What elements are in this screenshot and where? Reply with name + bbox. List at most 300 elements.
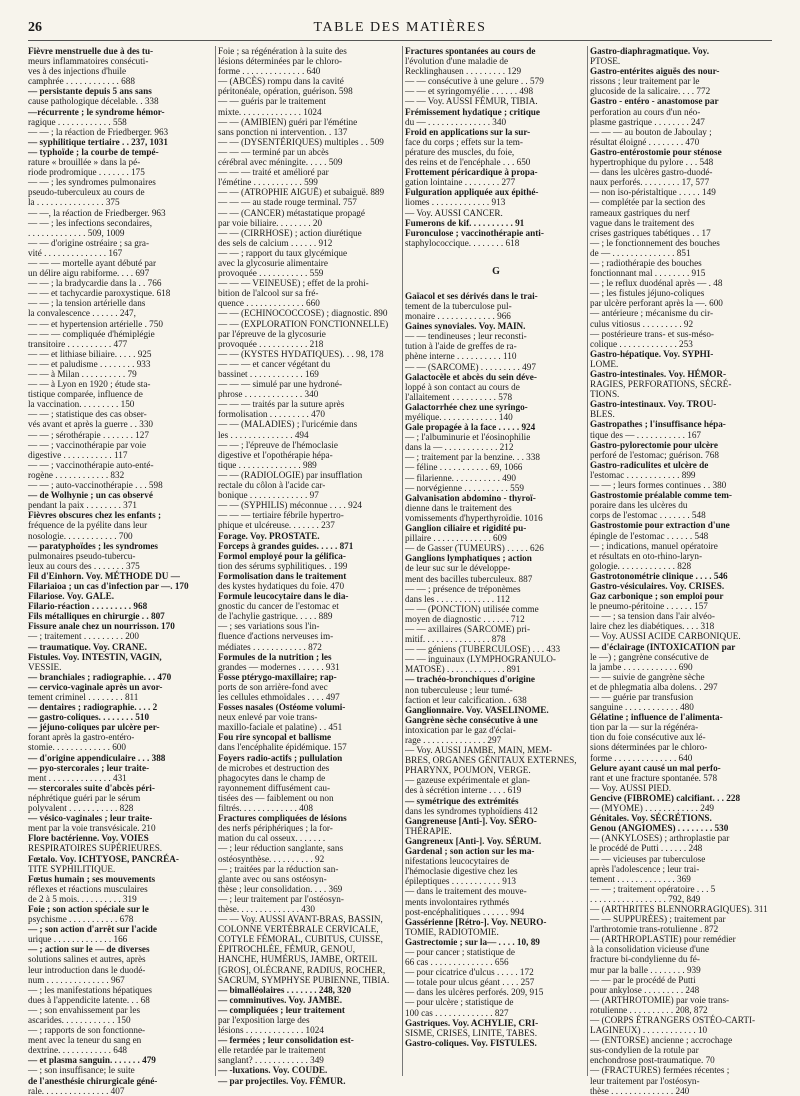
index-heading: Fils métalliques en chirurgie . . 807: [28, 611, 165, 622]
index-entry: — ; traitement par la benzine. . . 338: [405, 452, 540, 463]
index-entry: poraire dans les ulcères du: [590, 500, 688, 511]
index-entry: — — — traité et amélioré par: [218, 167, 329, 178]
index-entry: par l'épreuve de la glycosurie: [218, 328, 326, 339]
index-entry: — ; leur traitement par l'ostéosyn-: [218, 893, 344, 904]
index-entry: du — . . . . . . . . . . . . . . 340: [405, 116, 507, 127]
index-entry: myélique. . . . . . . . . . . . . 140: [405, 412, 513, 422]
index-entry: les . . . . . . . . . . . . . . 494: [218, 429, 309, 440]
index-entry: monaire . . . . . . . . . . . . . 966: [405, 311, 511, 322]
index-heading: Gastro-hépatique. Voy. SYPHI-: [590, 348, 714, 359]
index-entry: plasme gastrique . . . . . . . . 247: [590, 116, 705, 127]
index-heading: Gassérienne [Rétro-]. Voy. NEURO-: [405, 916, 547, 927]
index-heading: — typhoïde ; la courbe de tempé-: [28, 146, 159, 157]
index-heading: Frémissement hydatique ; critique: [405, 106, 540, 117]
index-entry: la vaccination. . . . . . . . . 150: [28, 399, 135, 410]
index-entry: maxillo-faciale et palatine) . . 451: [218, 722, 343, 733]
index-entry: — — inguinaux (LYMPHOGRANULO-: [405, 654, 556, 665]
index-heading: —récurrente ; le syndrome hémor-: [28, 106, 165, 117]
index-heading: Fractures compliquées de lésions: [218, 813, 347, 824]
column-rule: [215, 46, 216, 1076]
index-heading: Gastro-intestinaux. Voy. TROU-: [590, 399, 717, 410]
index-entry: dienne dans le traitement des: [405, 502, 512, 513]
index-entry: — — tendineuses ; leur reconsti-: [405, 331, 527, 342]
index-entry: sanguine . . . . . . . . . . . . 480: [590, 702, 694, 713]
index-entry: — (ARTHRITES BLENNORRAGIQUES). 311: [590, 903, 768, 914]
index-entry: dues à l'appendicite latente. . . 68: [28, 994, 150, 1005]
index-entry: ÉPITROCHLÉE, FÉMUR, GENOU,: [218, 944, 356, 955]
index-entry: lésions déterminées par le chloro-: [218, 56, 342, 67]
index-entry: l'évolution d'une maladie de: [405, 56, 509, 67]
index-entry: — — et hypertension artérielle . 750: [28, 318, 163, 329]
index-entry: dans l'encéphalite épidémique. 157: [218, 742, 347, 753]
index-entry: — — (RADIOLOGIE) par insufflation: [218, 469, 363, 480]
index-entry: — — ; l'épreuve de l'hémoclasie: [218, 439, 338, 450]
index-heading: — et plasma sanguin. . . . . . . 479: [28, 1055, 156, 1066]
index-entry: nosologie. . . . . . . . . . . . 700: [28, 530, 133, 541]
index-entry: la . . . . . . . . . . . . . . . 375: [28, 197, 120, 208]
index-entry: leur traitement par l'ostéosyn-: [590, 1075, 700, 1086]
index-entry: non tuberculeuse ; leur tumé-: [405, 684, 513, 695]
index-heading: Fumerons de kif. . . . . . . . . . 91: [405, 217, 525, 228]
index-entry: lésions . . . . . . . . . . . . . 1024: [218, 1025, 324, 1036]
index-entry: l'arthrotomie trans-rotulienne . 872: [590, 924, 719, 935]
index-entry: leux au cours des . . . . . . . 375: [28, 560, 140, 571]
index-heading: Ganglionnaire. Voy. VASELINOME.: [405, 704, 549, 715]
index-entry: — — vicieuses par tuberculose: [590, 853, 706, 864]
index-entry: colique . . . . . . . . . . . . . 253: [590, 338, 693, 349]
index-entry: psychisme . . . . . . . . . . . 678: [28, 914, 134, 925]
index-entry: solutions salines et autres, après: [28, 954, 146, 965]
index-entry: l'estomac . . . . . . . . . . . . 899: [590, 469, 696, 480]
index-heading: Fosses nasales (Ostéome volumi-: [218, 702, 346, 713]
index-heading: Formule leucocytaire dans le dia-: [218, 591, 349, 602]
index-entry: TOMIE, RADIOTOMIE.: [405, 926, 499, 937]
index-entry: moyen de diagnostic . . . . . . 712: [405, 613, 525, 624]
index-entry: — — (SARCOME) . . . . . . . . . 497: [405, 361, 536, 372]
index-entry: nifestations leucocytaires de: [405, 856, 510, 867]
index-entry: MATOSE) . . . . . . . . . . . . . 891: [405, 664, 521, 675]
index-heading: Gastrotonométrie clinique . . . . 546: [590, 570, 728, 581]
index-heading: — de Wolhynie ; un cas observé: [28, 490, 153, 501]
index-entry: cause pathologique décelable. . 338: [28, 96, 159, 107]
index-heading: — symétrique des extrémités: [405, 795, 519, 806]
index-heading: Gastro-pylorectomie pour ulcère: [590, 439, 718, 450]
index-heading: — dentaires ; radiographie. . . . 2: [28, 702, 158, 713]
index-entry: ports de son arrière-fond avec: [218, 681, 328, 692]
index-entry: néphrétique guéri par le sérum: [28, 792, 141, 803]
index-entry: — — à Lyon en 1920 ; étude sta-: [28, 379, 151, 390]
index-entry: — — Voy. AUSSI AVANT-BRAS, BASSIN,: [218, 914, 383, 925]
index-entry: provoquée . . . . . . . . . . . 559: [218, 268, 324, 279]
index-entry: — ; leur réduction sanglante, sans: [218, 843, 344, 854]
index-entry: — — et paludisme . . . . . . . . 933: [28, 358, 151, 369]
index-entry: rotulienne . . . . . . . . . . 208, 872: [590, 1004, 708, 1015]
index-entry: digestive et l'opothérapie hépa-: [218, 449, 333, 460]
index-heading: Gastrostomie préalable comme tem-: [590, 490, 732, 501]
index-heading: Gastro-radiculites et ulcère de: [590, 459, 709, 470]
index-heading: — stercorales suite d'abcès péri-: [28, 782, 155, 793]
index-entry: forant après la gastro-entéro-: [28, 732, 135, 743]
index-entry: RESPIRATOIRES SUPÉRIEURES.: [28, 843, 163, 854]
index-entry: — — — au stade rouge terminal. 757: [218, 197, 357, 208]
index-heading: — ; son action d'arrêt sur l'acide: [28, 924, 157, 935]
index-entry: sions déterminées par le chloro-: [590, 742, 708, 753]
index-entry: rature « brouillée » dans la pé-: [28, 157, 141, 168]
index-entry: vague dans le traitement des: [590, 217, 695, 228]
index-entry: — — ; les infections secondaires,: [28, 217, 152, 228]
index-entry: — (ARTHROTOMIE) par voie trans-: [590, 994, 730, 1005]
index-entry: — — ; rapport du taux glycémique: [218, 247, 348, 258]
index-entry: — — SUPPURÉES) ; traitement par: [590, 914, 726, 925]
index-entry: — postérieure trans- et sus-méso-: [590, 328, 714, 339]
index-entry: ment par la voie transvésicale. 210: [28, 823, 156, 834]
index-entry: rissons ; leur traitement par le: [590, 76, 700, 87]
index-entry: — — (DYSENTÉRIQUES) multiples . . 509: [218, 136, 384, 147]
index-entry: fluence d'actions nerveuses im-: [218, 631, 334, 642]
index-entry: — Voy. AUSSI CANCER.: [405, 207, 503, 218]
index-heading: Génitales. Voy. SÉCRÉTIONS.: [590, 813, 712, 824]
index-heading: Fil d'Einhorn. Voy. MÉTHODE DU —: [28, 570, 180, 581]
index-entry: PHARYNX, POUMON, VERGE.: [405, 765, 531, 776]
page-number: 26: [28, 20, 42, 35]
index-entry: enchondrose post-traumatique. 70: [590, 1055, 715, 1066]
index-entry: — — axillaires (SARCOME) pri-: [405, 623, 531, 634]
index-entry: — — (ECHINOCOCCOSE) ; diagnostic. 890: [218, 308, 388, 319]
index-entry: thèse ; leur consolidation. . . . 369: [218, 883, 343, 894]
index-entry: tement . . . . . . . . . . . . . 369: [590, 873, 691, 884]
index-entry: de microbes et destruction des: [218, 762, 330, 773]
index-heading: Gastrostomie pour extraction d'une: [590, 520, 730, 531]
index-heading: Gastro-intestinales. Voy. HÉMOR-: [590, 369, 727, 379]
index-entry: mitif. . . . . . . . . . . . . . . 878: [405, 634, 506, 645]
index-entry: pendant la paix . . . . . . . . 371: [28, 500, 137, 511]
index-entry: — gazeuse expérimentale et glan-: [405, 775, 530, 786]
index-entry: thèse. . . . . . . . . . . . . . 430: [218, 903, 315, 914]
index-entry: — — ; sérothérapie . . . . . . . 127: [28, 429, 149, 440]
index-heading: Gastro-entérostomie pour sténose: [590, 146, 722, 157]
index-heading: — gastro-coliques. . . . . . . . 510: [28, 712, 150, 723]
index-entry: Foie ; sa régénération à la suite des: [218, 46, 347, 56]
index-entry: perforé de l'estomac; guérison. 768: [590, 449, 719, 460]
index-entry: — — suivie de gangrène sèche: [590, 671, 705, 682]
index-entry: forme . . . . . . . . . . . . . . 640: [590, 752, 693, 763]
index-entry: — ; l'albuminurie et l'éosinophilie: [405, 432, 531, 443]
index-entry: tement de la tuberculose pul-: [405, 300, 512, 311]
index-entry: — — — mortelle ayant débuté par: [28, 257, 157, 268]
index-heading: — bimalléolaires . . . . . . . 248, 320: [218, 984, 352, 995]
index-entry: fracture bi-condylienne du fé-: [590, 954, 700, 965]
index-entry: — ; indications, manuel opératoire: [590, 540, 718, 551]
index-heading: — persistante depuis 5 ans sans: [28, 86, 152, 97]
index-entry: — — ; la bradycardie dans la . . 766: [28, 278, 162, 289]
index-entry: — — (MALADIES) ; l'uricémie dans: [218, 419, 358, 430]
index-entry: — ; son envahissement par les: [28, 1004, 141, 1015]
index-entry: ves à des injections d'huile: [28, 66, 127, 77]
index-entry: — — guérie par transfusion: [590, 692, 694, 702]
index-entry: ment avec la teneur du sang en: [28, 1035, 142, 1046]
index-entry: digestive . . . . . . . . . . . 117: [28, 449, 128, 460]
index-heading: — compliquées ; leur traitement: [218, 1004, 345, 1015]
index-entry: — ; ses variations sous l'in-: [218, 621, 320, 632]
index-heading: Filariose. Voy. GALE.: [28, 591, 115, 602]
index-heading: Formules de la nutrition ; les: [218, 651, 332, 662]
index-entry: BLES.: [590, 409, 615, 420]
index-entry: tion du foie consécutive aux lé-: [590, 732, 706, 743]
index-entry: rectale du côlon à l'acide car-: [218, 480, 326, 491]
index-entry: — pour cancer ; statistique de: [405, 946, 515, 957]
index-entry: urique . . . . . . . . . . . . . 166: [28, 934, 128, 945]
index-entry: — Voy. AUSSI PIED.: [590, 782, 672, 793]
index-entry: — dans les ulcères gastro-duodé-: [590, 167, 713, 178]
index-column-3: [405, 46, 587, 1076]
index-entry: intoxication par le gaz d'éclai-: [405, 724, 516, 735]
index-heading: — branchiales ; radiographie. . . 470: [28, 671, 172, 682]
index-entry: tement criminel . . . . . . . . 811: [28, 692, 139, 702]
index-entry: — filarienne. . . . . . . . . . . 490: [405, 472, 516, 483]
index-entry: par ulcère perforant après la —. 600: [590, 298, 723, 309]
section-letter: G: [492, 265, 500, 277]
index-entry: de l'achylie gastrique. . . . . 889: [218, 611, 333, 622]
index-entry: — — — au bouton de Jaboulay ;: [590, 126, 712, 137]
index-entry: . . . . . . . . . . . . . . . . . 792, 849: [590, 893, 701, 904]
index-entry: ragique . . . . . . . . . . . . 558: [28, 116, 127, 127]
index-entry: tion des sérums syphilitiques. . 199: [218, 560, 348, 571]
index-entry: elle retardée par le traitement: [218, 1045, 326, 1056]
index-entry: culus vitiosus . . . . . . . . . 92: [590, 318, 694, 329]
index-entry: — — à Milan . . . . . . . . . . 79: [28, 369, 137, 379]
index-entry: — pour cicatrice d'ulcus . . . . . 172: [405, 967, 534, 978]
index-entry: tique . . . . . . . . . . . . . . 989: [218, 459, 317, 470]
index-heading: Fœtalo. Voy. ICHTYOSE, PANCRÉA-: [28, 853, 179, 864]
index-entry: 100 cas . . . . . . . . . . . . . 827: [405, 1007, 509, 1018]
index-entry: tisées des — faiblement ou non: [218, 792, 334, 803]
index-entry: face du corps ; effets sur la tem-: [405, 136, 523, 147]
column-rule: [402, 46, 403, 1076]
index-heading: Galactocèle et abcès du sein déve-: [405, 371, 537, 382]
index-entry: THÉRAPIE.: [405, 825, 452, 836]
index-entry: — — ; traitement opératoire . . . 5: [590, 883, 716, 894]
index-entry: gologie. . . . . . . . . . . . . 828: [590, 560, 692, 571]
index-entry: liomes . . . . . . . . . . . . . 913: [405, 197, 506, 208]
index-entry: — (FRACTURES) fermées récentes ;: [590, 1065, 730, 1076]
index-heading: Foie ; son action spéciale sur le: [28, 903, 149, 914]
index-heading: — syphilitique tertiaire . . 237, 1031: [28, 136, 168, 147]
index-entry: réflexes et réactions musculaires: [28, 883, 148, 894]
index-entry: SACRUM, SYMPHYSE PUBIENNE, TIBIA.: [218, 974, 390, 985]
index-entry: — — (CIRRHOSE) ; action diurétique: [218, 227, 362, 238]
index-entry: — (ABCÈS) rompu dans la cavité: [218, 76, 344, 87]
index-entry: BRES, ORGANES GÉNITAUX EXTERNES,: [405, 755, 577, 766]
index-entry: vité . . . . . . . . . . . . . . 167: [28, 247, 123, 258]
index-column-4: [590, 46, 772, 1096]
index-entry: pour ankylose . . . . . . . . . 248: [590, 984, 700, 995]
index-heading: Ganglions lymphatiques ; action: [405, 553, 532, 564]
index-entry: gnostic du cancer de l'estomac et: [218, 601, 339, 612]
index-entry: staphylococcique. . . . . . . . 618: [405, 237, 520, 248]
index-entry: phrose . . . . . . . . . . . . . 340: [218, 389, 319, 400]
index-entry: — antérieure ; mécanisme du cir-: [590, 308, 714, 319]
index-entry: bonique . . . . . . . . . . . . . 97: [218, 490, 319, 501]
index-entry: — (CORPS ÉTRANGERS OSTÉO-CARTI-: [590, 1015, 756, 1025]
index-entry: gation lointaine . . . . . . . . 277: [405, 177, 516, 188]
index-entry: — dans les ulcères perforés. 209, 915: [405, 987, 544, 998]
running-title: TABLE DES MATIÈRES: [313, 20, 487, 35]
index-entry: — — d'origine ostréaire ; sa gra-: [28, 237, 150, 248]
index-entry: de leur suc sur le développe-: [405, 563, 511, 574]
index-entry: TITE SYPHILITIQUE.: [28, 863, 116, 874]
index-entry: — ; les fistules jéjuno-coliques: [590, 288, 705, 299]
index-heading: Filariaioa ; un cas d'infection par —. 170: [28, 580, 189, 591]
index-entry: — — par le procédé de Putti: [590, 974, 696, 985]
index-entry: PTOSE.: [590, 56, 621, 67]
index-entry: résultat éloigné . . . . . . . . 470: [590, 136, 700, 147]
index-entry: de 2 à 5 mois. . . . . . . . . . 319: [28, 893, 137, 904]
index-heading: Filario-réaction . . . . . . . . . 968: [28, 601, 148, 612]
index-heading: Gardenal ; son action sur les ma-: [405, 846, 535, 857]
index-entry: — — et tachycardie paroxystique. 618: [28, 288, 171, 299]
index-entry: dextrine. . . . . . . . . . . . 648: [28, 1045, 128, 1056]
index-entry: — ; traitées par la réduction san-: [218, 863, 339, 874]
index-entry: rale. . . . . . . . . . . . . . . 407: [28, 1085, 125, 1096]
index-entry: mation du cal osseux. . . . . . .: [218, 833, 326, 844]
index-entry: l'allaitement . . . . . . . . . . 578: [405, 391, 513, 402]
index-entry: — — — et cancer végétant du: [218, 358, 331, 369]
index-entry: tistique comparée, influence de: [28, 389, 143, 400]
index-entry: — complétée par la section des: [590, 197, 706, 208]
index-heading: Gale propagée à la face . . . . . 924: [405, 422, 536, 433]
index-heading: Gastropathes ; l'insuffisance hépa-: [590, 419, 726, 430]
index-entry: SISME, CRISES, LINITE, TABES.: [405, 1027, 538, 1038]
index-entry: — — ; sa tension dans l'air alvéo-: [590, 611, 715, 622]
index-entry: — — ; vaccinothérapie par voie: [28, 439, 147, 450]
page-header: [28, 18, 772, 41]
index-column-1: [28, 46, 215, 1096]
index-entry: ment . . . . . . . . . . . . . . 431: [28, 772, 127, 783]
index-heading: — -luxations. Voy. COUDE.: [218, 1065, 328, 1076]
index-entry: — ; traitement . . . . . . . . . 200: [28, 631, 139, 642]
index-entry: la jambe . . . . . . . . . . . . 690: [590, 661, 693, 672]
index-entry: loppé à son contact au cours de: [405, 381, 520, 392]
index-entry: . . . . . . . . . . . . . 509, 1009: [28, 227, 125, 238]
index-entry: tion par la — sur la régénéra-: [590, 722, 699, 733]
index-entry: — Voy. AUSSI JAMBE, MAIN, MEM-: [405, 745, 553, 756]
index-entry: — — — terminé par un abcès: [218, 146, 329, 157]
index-entry: quence . . . . . . . . . . . . . 660: [218, 298, 320, 309]
index-heading: — jéjuno-coliques par ulcère per-: [28, 722, 160, 733]
index-entry: — ; le reflux duodénal après — . 48: [590, 278, 723, 289]
index-entry: le —) ; gangrène consécutive de: [590, 651, 709, 662]
index-heading: Formolisation dans le traitement: [218, 570, 347, 581]
index-entry: — — — traités par la suture après: [218, 399, 345, 410]
index-entry: — — (PONCTION) utilisée comme: [405, 603, 539, 614]
index-heading: Galactorrhée chez une syringo-: [405, 401, 528, 412]
index-heading: Gaines synoviales. Voy. MAIN.: [405, 321, 526, 332]
index-heading: — cervico-vaginale après un avor-: [28, 681, 163, 692]
index-entry: — — consécutive à une gelure . . 579: [405, 76, 544, 87]
index-entry: et résultats en oto-rhino-laryn-: [590, 550, 702, 561]
index-entry: riode prodromique . . . . . . . 175: [28, 167, 145, 178]
index-heading: — par projectiles. Voy. FÉMUR.: [218, 1075, 346, 1086]
index-entry: — (ARTHROPLASTIE) pour remédier: [590, 934, 736, 945]
index-entry: — — — compliquée d'hémiplégie: [28, 328, 155, 339]
index-heading: Fœtus humain ; ses mouvements: [28, 873, 156, 884]
index-entry: meurs inflammatoires consécuti-: [28, 56, 149, 67]
index-entry: épileptiques . . . . . . . . . . . 913: [405, 876, 517, 887]
index-entry: — ; son insuffisance; le suite: [28, 1065, 135, 1076]
index-entry: péritonéale, opération, guérison. 598: [218, 86, 353, 97]
index-entry: — — ; vaccinothérapie auto-enté-: [28, 459, 154, 470]
index-entry: dans la — . . . . . . . . . . . . 212: [405, 442, 514, 453]
index-entry: — — (KYSTES HYDATIQUES). . . 98, 178: [218, 348, 384, 359]
index-heading: — d'éclairage (INTOXICATION par: [590, 641, 736, 652]
index-heading: — trachéo-bronchiques d'origine: [405, 674, 535, 685]
index-heading: Fosse ptérygo-maxillaire; rap-: [218, 671, 337, 682]
index-heading: Gangreneux [Anti-]. Voy. SÉRUM.: [405, 835, 542, 846]
index-heading: — d'origine appendiculaire . . . 388: [28, 752, 166, 763]
index-entry: sus-condylien de la rotule par: [590, 1045, 699, 1056]
index-entry: les cellules ethmoïdales . . . . 497: [218, 692, 340, 702]
index-heading: Gastriques. Voy. ACHYLIE, CRI-: [405, 1017, 539, 1028]
index-entry: — — (CANCER) métastatique propagé: [218, 207, 365, 218]
index-entry: fonctionnant mal . . . . . . . . 915: [590, 268, 706, 279]
index-entry: stomie. . . . . . . . . . . . . 600: [28, 742, 126, 753]
index-heading: Fou rire syncopal et ballisme: [218, 732, 332, 743]
index-entry: corps de l'estomac . . . . . . . 548: [590, 510, 706, 521]
index-heading: Gastro-entérites aiguës des nour-: [590, 66, 720, 77]
index-entry: des nerfs périphériques ; la for-: [218, 823, 333, 834]
index-heading: Gélatine ; influence de l'alimenta-: [590, 712, 723, 723]
index-entry: — — Voy. AUSSI FÉMUR, TIBIA.: [405, 96, 538, 107]
index-entry: grandes — modernes . . . . . . 931: [218, 661, 340, 672]
index-entry: [GROS], OLÉCRANE, RADIUS, ROCHER,: [218, 964, 386, 975]
index-entry: l'émétine . . . . . . . . . . . 599: [218, 177, 318, 188]
index-entry: — (ANKYLOSES) ; arthroplastie par: [590, 833, 730, 844]
index-entry: — ; radiothérapie des bouches: [590, 257, 702, 268]
index-entry: — ; rapports de son fonctionne-: [28, 1025, 146, 1036]
index-entry: — — — simulé par une hydroné-: [218, 379, 343, 390]
index-entry: après l'adolescence ; leur trai-: [590, 863, 700, 874]
index-entry: 66 cas . . . . . . . . . . . . . . 656: [405, 957, 509, 968]
index-heading: Gastro - entéro - anastomose par: [590, 96, 719, 107]
index-entry: épingle de l'estomac . . . . . . 548: [590, 530, 709, 541]
index-entry: le procédé de Putti . . . . . . 248: [590, 843, 703, 854]
index-entry: Recklinghausen . . . . . . . . . 129: [405, 66, 522, 77]
index-heading: Fièvres obscures chez les enfants ;: [28, 510, 162, 521]
index-entry: mur par la balle . . . . . . . . 939: [590, 964, 701, 975]
index-entry: vés avant et après la guerre . . 330: [28, 419, 154, 430]
index-entry: dans les . . . . . . . . . . . . . 112: [405, 593, 510, 604]
index-entry: tique des — . . . . . . . . . . . 167: [590, 429, 702, 440]
index-entry: neux enlevé par voie trans-: [218, 712, 318, 723]
column-rule: [587, 46, 588, 1076]
index-entry: ments involontaires rythmés: [405, 896, 510, 907]
index-entry: formolisation . . . . . . . . . 470: [218, 409, 325, 420]
index-entry: fréquence de la pyélite dans leur: [28, 520, 148, 531]
index-entry: pseudo-tuberculeux au cours de: [28, 187, 145, 198]
index-heading: Fistules. Voy. INTESTIN, VAGIN,: [28, 651, 162, 662]
index-entry: pulmonaires pseudo-tubercu-: [28, 550, 136, 561]
index-heading: Froid en applications sur la sur-: [405, 126, 531, 137]
index-heading: Gelure ayant causé un mal perfo-: [590, 762, 721, 773]
index-entry: perforation au cours d'un néo-: [590, 106, 701, 117]
index-entry: LAGINEUX) . . . . . . . . . . . . 10: [590, 1025, 708, 1036]
index-entry: et de phlegmatia alba dolens. . 297: [590, 681, 718, 692]
index-entry: le pneumo-péritoine . . . . . . 157: [590, 601, 708, 612]
index-entry: médiates . . . . . . . . . . . . 872: [218, 641, 322, 652]
index-heading: Flore bactérienne. Voy. VOIES: [28, 833, 149, 844]
index-heading: — paratyphoïdes ; les syndromes: [28, 540, 158, 551]
index-heading: Gencive (FIBROME) calcifiant. . . 228: [590, 792, 741, 803]
